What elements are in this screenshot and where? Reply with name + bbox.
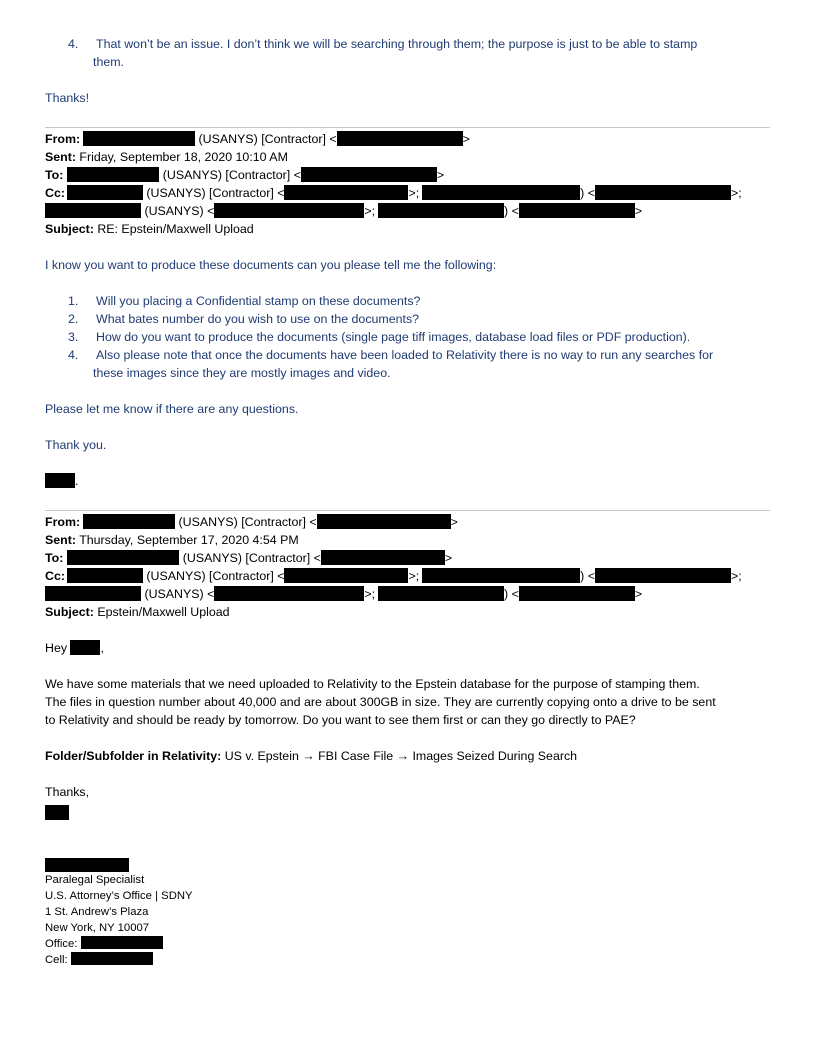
redaction: [422, 185, 580, 200]
redaction: [317, 514, 451, 529]
list-item: What bates number do you wish to use on the documents?: [96, 312, 420, 326]
cc-label: Cc:: [45, 569, 65, 583]
list-item: Also please note that once the documents have been loaded to Relativity there is no way to run any searches for: [96, 348, 714, 362]
cc-end: >: [634, 204, 643, 218]
reply-item-text: That won’t be an issue. I don’t think we will be searching through them; the purpose is just to be able to stamp: [96, 37, 698, 51]
cc-text: (USANYS) [Contractor] <: [142, 569, 285, 583]
cell-label: Cell:: [45, 954, 71, 966]
signature-office-phone: [45, 936, 163, 952]
cc-end: >;: [730, 186, 742, 200]
message-divider: [45, 510, 770, 511]
list-item: How do you want to produce the documents (single page tiff images, database load files or PDF production).: [96, 330, 691, 344]
cc-label: Cc:: [45, 186, 65, 200]
redaction: [70, 640, 100, 655]
sig-dot: .: [75, 474, 79, 488]
folder-label: Folder/Subfolder in Relativity:: [45, 749, 222, 763]
redaction: [45, 203, 141, 218]
to-line: [45, 550, 452, 566]
cc-sep: >;: [408, 569, 420, 583]
sent-label: Sent:: [45, 150, 76, 164]
redaction: [71, 952, 153, 965]
signature-title: Paralegal Specialist: [45, 874, 145, 886]
redaction: [422, 568, 580, 583]
cc-sep: ) <: [580, 569, 595, 583]
cc-text: (USANYS) [Contractor] <: [142, 186, 285, 200]
reply-closing: Thank you.: [45, 438, 107, 452]
redaction: [67, 185, 143, 200]
redaction: [67, 550, 179, 565]
redaction: [45, 805, 69, 820]
to-line: [45, 167, 444, 183]
sent-date: Friday, September 18, 2020 10:10 AM: [75, 150, 288, 164]
list-number: 3.: [68, 330, 79, 344]
redaction: [81, 936, 163, 949]
signature-office: U.S. Attorney’s Office | SDNY: [45, 890, 193, 902]
redaction: [214, 586, 364, 601]
reply-signature: [45, 473, 78, 489]
redaction: [321, 550, 445, 565]
redaction: [45, 586, 141, 601]
cc-end: >: [634, 587, 643, 601]
folder-path: US v. Epstein → FBI Case File → Images Seized During Search: [221, 749, 578, 763]
list-number: 2.: [68, 312, 79, 326]
greeting-end: ,: [100, 641, 104, 655]
redaction: [83, 131, 195, 146]
from-end: >: [462, 132, 470, 146]
from-label: From:: [45, 132, 81, 146]
redaction: [519, 203, 635, 218]
to-text: (USANYS) [Contractor] <: [179, 551, 321, 565]
list-item: Will you placing a Confidential stamp on these documents?: [96, 294, 421, 308]
sent-date: Thursday, September 17, 2020 4:54 PM: [75, 533, 299, 547]
redaction: [595, 185, 731, 200]
redaction: [519, 586, 635, 601]
signature-address: New York, NY 10007: [45, 922, 150, 934]
from-text: (USANYS) [Contractor] <: [195, 132, 337, 146]
body-paragraph-line: The files in question number about 40,000 and are about 300GB in size. They are currently copying onto a drive to be sent: [45, 695, 716, 709]
subject-line: [45, 604, 230, 620]
folder-line: [45, 748, 577, 764]
redaction: [67, 568, 143, 583]
redaction: [378, 203, 504, 218]
message-divider: [45, 127, 770, 128]
signature-address: 1 St. Andrew’s Plaza: [45, 906, 149, 918]
list-number: 4.: [68, 348, 79, 362]
cc-text: (USANYS) <: [141, 204, 215, 218]
cc-text: (USANYS) <: [141, 587, 215, 601]
list-item-cont: these images since they are mostly images and video.: [93, 366, 391, 380]
reply-closing: Thanks!: [45, 91, 90, 105]
list-number: 1.: [68, 294, 79, 308]
cc-line-2: [45, 586, 642, 602]
cc-line-2: [45, 203, 642, 219]
redaction: [284, 568, 408, 583]
from-label: From:: [45, 515, 81, 529]
redaction: [284, 185, 408, 200]
cc-sep: >;: [364, 204, 376, 218]
from-text: (USANYS) [Contractor] <: [175, 515, 317, 529]
from-line: [45, 131, 470, 147]
from-line: [45, 514, 458, 530]
greeting-line: [45, 640, 104, 656]
office-label: Office:: [45, 938, 81, 950]
cc-sep: ) <: [504, 204, 519, 218]
body-paragraph-line: to Relativity and should be ready by tomorrow. Do you want to see them first or can they go directly to PAE?: [45, 713, 636, 727]
subject-text: Epstein/Maxwell Upload: [93, 605, 230, 619]
redaction: [337, 131, 463, 146]
to-label: To:: [45, 168, 64, 182]
redaction: [378, 586, 504, 601]
sent-label: Sent:: [45, 533, 76, 547]
subject-text: RE: Epstein/Maxwell Upload: [93, 222, 254, 236]
cc-sep: >;: [408, 186, 420, 200]
greeting: Hey: [45, 641, 71, 655]
subject-line: [45, 221, 254, 237]
signature-cell-phone: [45, 952, 153, 968]
redaction: [67, 167, 159, 182]
list-number: 4.: [68, 37, 79, 51]
reply-item-text-cont: them.: [93, 55, 124, 69]
cc-end: >;: [730, 569, 742, 583]
to-text: (USANYS) [Contractor] <: [159, 168, 301, 182]
redaction: [595, 568, 731, 583]
to-end: >: [436, 168, 445, 182]
from-end: >: [450, 515, 458, 529]
sent-line: [45, 532, 299, 548]
reply-questions: Please let me know if there are any questions.: [45, 402, 299, 416]
body-closing: Thanks,: [45, 785, 90, 799]
cc-sep: ) <: [504, 587, 519, 601]
cc-line: [45, 568, 742, 584]
subject-label: Subject:: [45, 222, 94, 236]
body-paragraph-line: We have some materials that we need uploaded to Relativity to the Epstein database for the purpose of stamping them.: [45, 677, 700, 691]
redaction: [45, 473, 75, 488]
cc-sep: >;: [364, 587, 376, 601]
redaction: [45, 858, 129, 872]
to-end: >: [444, 551, 453, 565]
redaction: [83, 514, 175, 529]
to-label: To:: [45, 551, 64, 565]
redaction: [214, 203, 364, 218]
redaction: [301, 167, 437, 182]
cc-sep: ) <: [580, 186, 595, 200]
sent-line: [45, 149, 288, 165]
subject-label: Subject:: [45, 605, 94, 619]
reply-intro: I know you want to produce these documents can you please tell me the following:: [45, 258, 497, 272]
cc-line: [45, 185, 742, 201]
